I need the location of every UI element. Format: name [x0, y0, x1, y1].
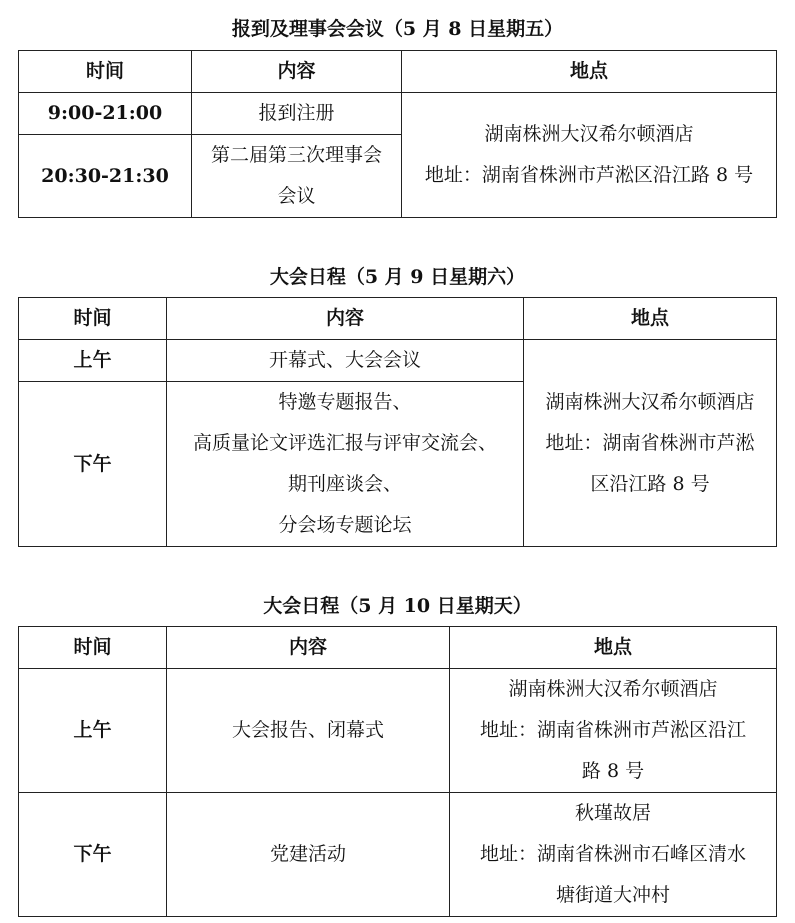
header-location: 地点	[524, 298, 777, 340]
header-location: 地点	[450, 627, 777, 669]
content-cell: 报到注册	[192, 93, 402, 135]
section-title-may-8: 报到及理事会会议（5 月 8 日星期五）	[231, 18, 564, 40]
location-cell: 湖南株洲大汉希尔顿酒店 地址：湖南省株洲市芦淞区沿江路 8 号	[402, 93, 777, 218]
content-cell: 党建活动	[167, 793, 450, 917]
content-cell: 大会报告、闭幕式	[167, 669, 450, 793]
content-cell: 开幕式、大会会议	[167, 340, 524, 382]
content-cell: 第二届第三次理事会 会议	[192, 135, 402, 218]
table-row	[19, 793, 777, 917]
content-cell: 特邀专题报告、 高质量论文评选汇报与评审交流会、 期刊座谈会、 分会场专题论坛	[167, 382, 524, 547]
table-row	[19, 669, 777, 793]
table-row	[19, 340, 777, 382]
location-cell: 湖南株洲大汉希尔顿酒店 地址：湖南省株洲市芦淞 区沿江路 8 号	[524, 340, 777, 547]
header-content: 内容	[167, 627, 450, 669]
header-time: 时间	[19, 51, 192, 93]
header-time: 时间	[19, 627, 167, 669]
schedule-table-may-10	[18, 626, 777, 917]
location-cell: 秋瑾故居 地址：湖南省株洲市石峰区清水 塘街道大冲村	[450, 793, 777, 917]
time-cell: 9:00-21:00	[19, 93, 192, 135]
time-cell: 下午	[19, 382, 167, 547]
header-location: 地点	[402, 51, 777, 93]
header-time: 时间	[19, 298, 167, 340]
schedule-table-may-8	[18, 50, 777, 218]
section-title-may-9: 大会日程（5 月 9 日星期六）	[269, 266, 526, 288]
time-cell: 上午	[19, 669, 167, 793]
schedule-table-may-9	[18, 297, 777, 547]
table-row	[19, 93, 777, 135]
location-cell: 湖南株洲大汉希尔顿酒店 地址：湖南省株洲市芦淞区沿江 路 8 号	[450, 669, 777, 793]
header-content: 内容	[192, 51, 402, 93]
time-cell: 上午	[19, 340, 167, 382]
header-content: 内容	[167, 298, 524, 340]
time-cell: 下午	[19, 793, 167, 917]
time-cell: 20:30-21:30	[19, 135, 192, 218]
section-title-may-10: 大会日程（5 月 10 日星期天）	[263, 595, 532, 617]
